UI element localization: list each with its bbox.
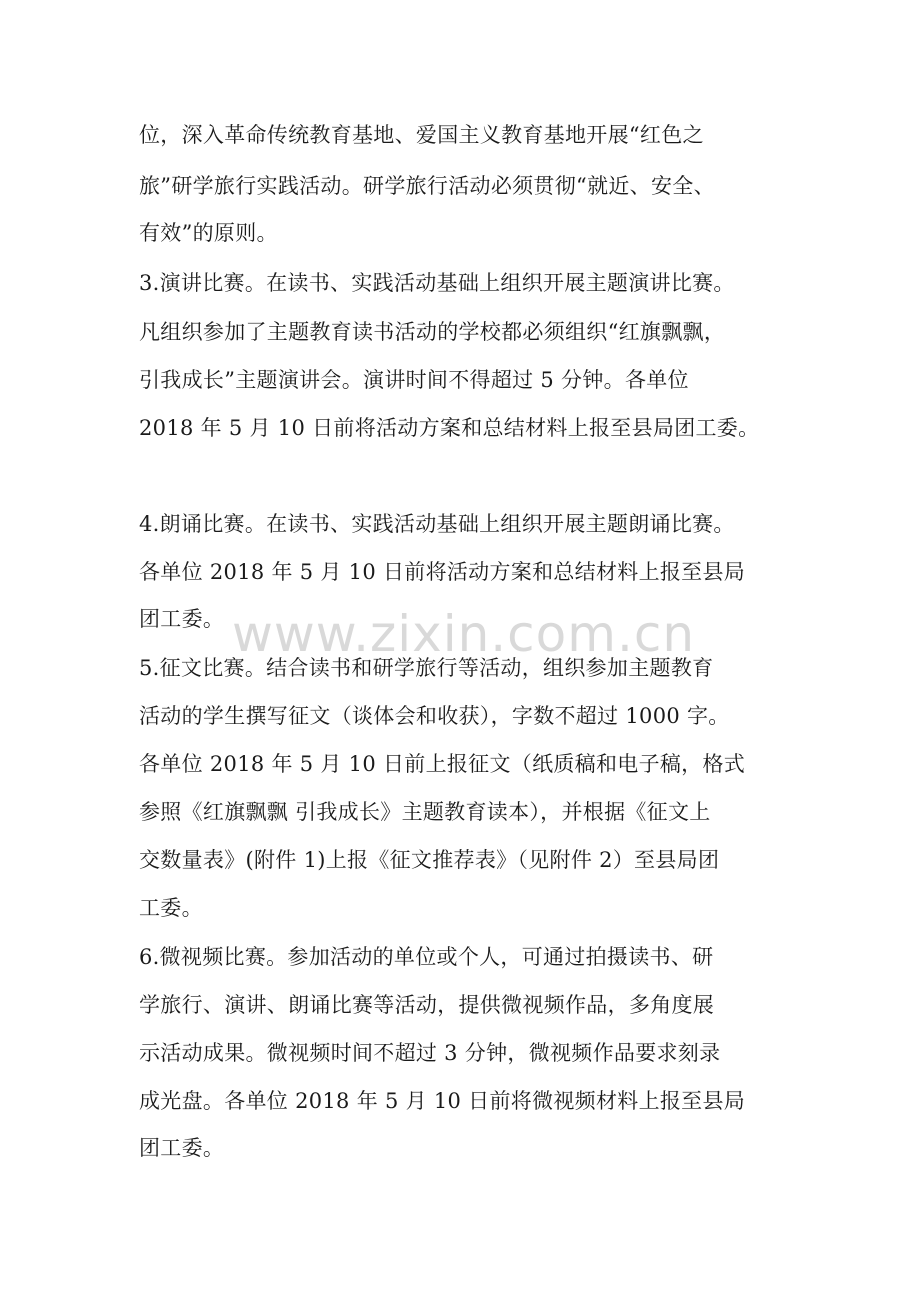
text-line: 有效”的原则。 (139, 221, 278, 245)
text-line: 2018 年 5 月 10 日前将活动方案和总结材料上报至县局团工委。 (139, 416, 760, 440)
text-line: 活动的学生撰写征文（谈体会和收获），字数不超过 1000 字。 (139, 704, 730, 728)
text-line: 交数量表》(附件 1)上报《征文推荐表》（见附件 2）至县局团 (139, 848, 720, 872)
text-line: 学旅行、演讲、朗诵比赛等活动，提供微视频作品，多角度展 (139, 993, 715, 1017)
text-line: 成光盘。各单位 2018 年 5 月 10 日前将微视频材料上报至县局 (139, 1089, 746, 1113)
text-line: 各单位 2018 年 5 月 10 日前将活动方案和总结材料上报至县局 (139, 560, 746, 584)
text-line: 4.朗诵比赛。在读书、实践活动基础上组织开展主题朗诵比赛。 (139, 512, 735, 536)
text-line: 工委。 (139, 896, 203, 920)
text-line: 5.征文比赛。结合读书和研学旅行等活动，组织参加主题教育 (139, 656, 714, 680)
watermark: www.zixin.com.cn (232, 605, 696, 663)
text-line: 凡组织参加了主题教育读书活动的学校都必须组织“红旗飘飘， (139, 320, 726, 344)
text-line: 参照《红旗飘飘 引我成长》主题教育读本），并根据《征文上 (139, 800, 711, 824)
text-line: 各单位 2018 年 5 月 10 日前上报征文（纸质稿和电子稿，格式 (139, 752, 746, 776)
text-line: 引我成长”主题演讲会。演讲时间不得超过 5 分钟。各单位 (139, 368, 689, 392)
text-line: 位，深入革命传统教育基地、爱国主义教育基地开展“红色之 (139, 123, 704, 147)
text-line: 团工委。 (139, 607, 225, 631)
text-line: 旅”研学旅行实践活动。研学旅行活动必须贯彻“就近、安全、 (139, 174, 715, 198)
text-line: 6.微视频比赛。参加活动的单位或个人，可通过拍摄读书、研 (139, 945, 714, 969)
text-line: 团工委。 (139, 1136, 225, 1160)
text-line: 3.演讲比赛。在读书、实践活动基础上组织开展主题演讲比赛。 (139, 271, 735, 295)
text-line: 示活动成果。微视频时间不超过 3 分钟，微视频作品要求刻录 (139, 1041, 721, 1065)
